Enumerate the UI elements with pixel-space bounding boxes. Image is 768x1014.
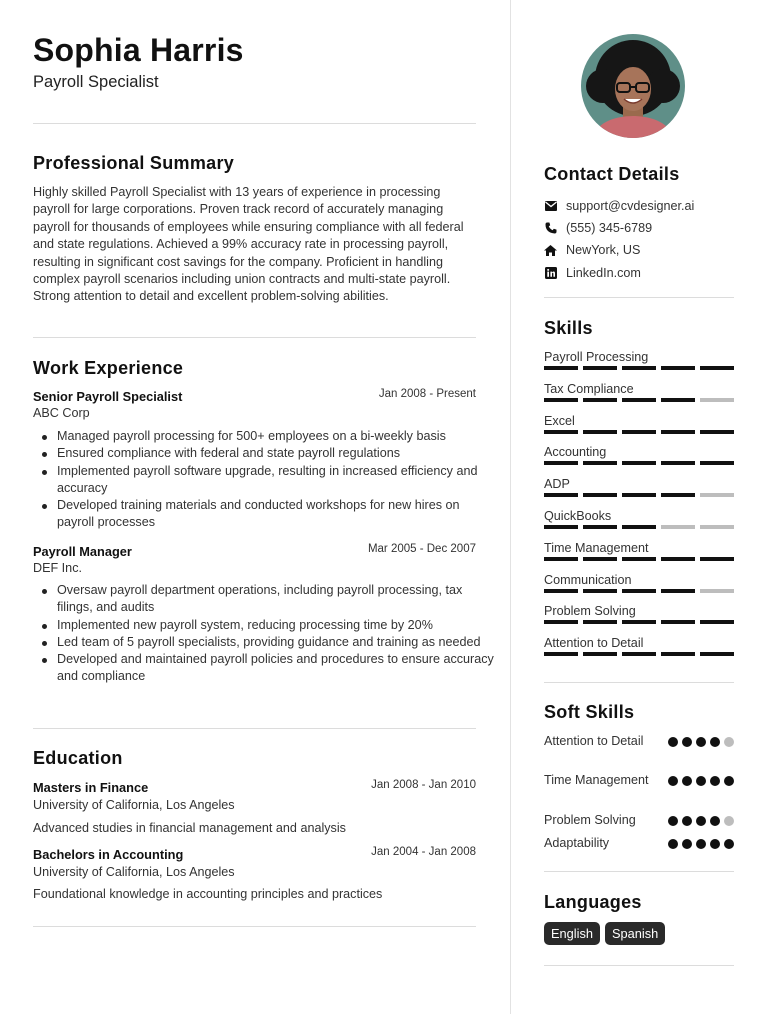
soft-skill-name: Problem Solving	[544, 813, 636, 827]
soft-skill-rating	[668, 839, 734, 849]
rating-bar	[622, 525, 656, 529]
degree-dates: Jan 2004 - Jan 2008	[371, 846, 476, 858]
skill-rating	[544, 366, 734, 370]
rating-bar	[622, 461, 656, 465]
skill-rating	[544, 652, 734, 656]
envelope-icon	[544, 200, 557, 213]
rating-bar	[622, 430, 656, 434]
rating-dot	[696, 737, 706, 747]
rating-bar	[661, 430, 695, 434]
divider	[544, 871, 734, 872]
rating-bar	[544, 493, 578, 497]
rating-bar	[661, 398, 695, 402]
skill-item	[544, 445, 734, 459]
rating-dot	[696, 776, 706, 786]
language-chip: Spanish	[605, 922, 665, 945]
contact-linkedin[interactable]	[544, 264, 641, 282]
rating-dot	[668, 776, 678, 786]
rating-bar	[700, 461, 734, 465]
rating-dot	[710, 816, 720, 826]
rating-bar	[544, 430, 578, 434]
rating-bar	[622, 589, 656, 593]
skill-name: Communication	[544, 572, 632, 587]
rating-bar	[661, 652, 695, 656]
rating-bar	[622, 620, 656, 624]
skill-rating	[544, 589, 734, 593]
linkedin-icon	[544, 267, 557, 280]
job-bullets	[33, 582, 500, 686]
divider	[544, 965, 734, 966]
linkedin-text: LinkedIn.com	[566, 266, 641, 280]
degree-dates: Jan 2008 - Jan 2010	[371, 779, 476, 791]
soft-skill-item	[544, 733, 734, 750]
rating-bar	[544, 366, 578, 370]
column-divider	[510, 0, 511, 1014]
rating-bar	[544, 589, 578, 593]
location-text: NewYork, US	[566, 243, 641, 257]
rating-dot	[710, 839, 720, 849]
degree-description: Advanced studies in financial management and analysis	[33, 821, 346, 835]
skill-name: Attention to Detail	[544, 636, 644, 651]
summary-heading: Professional Summary	[33, 153, 235, 173]
list-item: Developed training materials and conducted workshops for new hires on payroll processes	[57, 497, 500, 532]
skill-item	[544, 414, 734, 428]
rating-bar	[583, 366, 617, 370]
languages-heading: Languages	[544, 892, 642, 912]
degree-description: Foundational knowledge in accounting principles and practices	[33, 887, 383, 901]
rating-bar	[700, 398, 734, 402]
job-title: Payroll Manager	[33, 544, 132, 559]
skill-name: Problem Solving	[544, 604, 636, 619]
skill-name: Excel	[544, 413, 575, 428]
list-item: Managed payroll processing for 500+ employees on a bi-weekly basis	[57, 428, 500, 445]
rating-bar	[583, 557, 617, 561]
skill-rating	[544, 461, 734, 465]
job-bullets	[33, 428, 500, 532]
skill-rating	[544, 430, 734, 434]
rating-bar	[700, 493, 734, 497]
divider	[33, 728, 476, 729]
email-text: support@cvdesigner.ai	[566, 199, 695, 213]
profile-photo	[581, 34, 685, 138]
rating-dot	[710, 776, 720, 786]
rating-bar	[622, 652, 656, 656]
list-item: Implemented payroll software upgrade, resulting in increased efficiency and accuracy	[57, 463, 500, 498]
rating-bar	[661, 461, 695, 465]
job-company: ABC Corp	[33, 406, 90, 420]
rating-bar	[583, 430, 617, 434]
rating-bar	[583, 620, 617, 624]
rating-bar	[661, 589, 695, 593]
phone-icon	[544, 222, 557, 235]
rating-dot	[682, 737, 692, 747]
skill-rating	[544, 525, 734, 529]
skill-rating	[544, 493, 734, 497]
rating-dot	[682, 776, 692, 786]
rating-bar	[544, 525, 578, 529]
rating-dot	[724, 816, 734, 826]
list-item: Oversaw payroll department operations, including payroll processing, tax filings, and audits	[57, 582, 500, 617]
home-icon	[544, 244, 557, 257]
skill-rating	[544, 620, 734, 624]
rating-bar	[661, 366, 695, 370]
candidate-title: Payroll Specialist	[33, 73, 159, 91]
languages-list	[544, 922, 665, 945]
language-chip: English	[544, 922, 600, 945]
rating-dot	[724, 737, 734, 747]
list-item: Implemented new payroll system, reducing processing time by 20%	[57, 617, 500, 634]
rating-bar	[700, 652, 734, 656]
rating-bar	[583, 493, 617, 497]
rating-bar	[700, 525, 734, 529]
job-company: DEF Inc.	[33, 561, 82, 575]
skill-item	[544, 382, 734, 396]
contact-location	[544, 241, 640, 259]
rating-dot	[696, 816, 706, 826]
rating-bar	[544, 398, 578, 402]
skill-item	[544, 509, 734, 523]
rating-bar	[544, 461, 578, 465]
education-heading: Education	[33, 748, 123, 768]
skill-item	[544, 636, 734, 650]
skills-heading: Skills	[544, 318, 593, 338]
rating-dot	[724, 839, 734, 849]
rating-bar	[544, 652, 578, 656]
soft-skill-name: Attention to Detail	[544, 734, 644, 748]
degree-title: Bachelors in Accounting	[33, 847, 184, 862]
soft-skill-name: Time Management	[544, 773, 649, 787]
skill-name: Time Management	[544, 540, 649, 555]
skill-item	[544, 604, 734, 618]
avatar	[581, 34, 685, 138]
phone-text: (555) 345-6789	[566, 221, 653, 235]
list-item: Developed and maintained payroll policies and procedures to ensure accuracy and compliance	[57, 651, 500, 686]
rating-bar	[700, 430, 734, 434]
skill-name: Accounting	[544, 445, 607, 460]
job-dates: Mar 2005 - Dec 2007	[367, 543, 476, 555]
skill-item	[544, 541, 734, 555]
rating-bar	[661, 557, 695, 561]
rating-bar	[583, 461, 617, 465]
school-name: University of California, Los Angeles	[33, 865, 235, 879]
rating-dot	[696, 839, 706, 849]
rating-bar	[661, 493, 695, 497]
rating-bar	[661, 525, 695, 529]
rating-bar	[583, 398, 617, 402]
rating-bar	[583, 525, 617, 529]
rating-dot	[682, 839, 692, 849]
rating-bar	[661, 620, 695, 624]
rating-dot	[710, 737, 720, 747]
degree-title: Masters in Finance	[33, 780, 149, 795]
school-name: University of California, Los Angeles	[33, 798, 235, 812]
rating-bar	[583, 589, 617, 593]
skill-name: QuickBooks	[544, 509, 612, 523]
candidate-name: Sophia Harris	[33, 32, 244, 68]
rating-bar	[544, 620, 578, 624]
rating-dot	[668, 816, 678, 826]
rating-bar	[622, 366, 656, 370]
rating-bar	[622, 493, 656, 497]
skill-item	[544, 477, 734, 491]
soft-skills-heading: Soft Skills	[544, 702, 635, 722]
list-item: Led team of 5 payroll specialists, providing guidance and training as needed	[57, 634, 500, 651]
rating-bar	[700, 620, 734, 624]
contact-heading: Contact Details	[544, 164, 680, 184]
soft-skill-item	[544, 812, 734, 829]
rating-bar	[544, 557, 578, 561]
divider	[33, 123, 476, 124]
rating-bar	[583, 652, 617, 656]
divider	[544, 682, 734, 683]
soft-skill-rating	[668, 776, 734, 786]
experience-heading: Work Experience	[33, 358, 184, 378]
rating-dot	[724, 776, 734, 786]
rating-bar	[700, 366, 734, 370]
rating-bar	[622, 398, 656, 402]
rating-dot	[668, 737, 678, 747]
contact-phone[interactable]	[544, 219, 652, 237]
soft-skill-rating	[668, 737, 734, 747]
skill-item	[544, 350, 734, 364]
list-item: Ensured compliance with federal and state payroll regulations	[57, 445, 500, 462]
soft-skill-item	[544, 772, 734, 789]
job-dates: Jan 2008 - Present	[378, 388, 476, 400]
rating-bar	[700, 589, 734, 593]
summary-text: Highly skilled Payroll Specialist with 13 years of experience in processing payroll for large corporations. Proven track record of accurately managing payroll for thousands of employees while ensuring compliance with all federal and state regulations. Achieved a 99% accuracy rate in processing payroll, resulting in significant cost savings for the company. Proficient in handling complex payroll scenarios including union contracts and multi-state payroll. Strong attention to detail and excellent problem-solving abilities.	[33, 185, 464, 304]
job-title: Senior Payroll Specialist	[33, 389, 183, 404]
skill-rating	[544, 557, 734, 561]
skill-rating	[544, 398, 734, 402]
divider	[544, 297, 734, 298]
divider	[33, 926, 476, 927]
skill-item	[544, 573, 734, 587]
skill-name: Tax Compliance	[544, 381, 634, 396]
rating-dot	[682, 816, 692, 826]
skill-name: Payroll Processing	[544, 350, 649, 364]
skill-name: ADP	[544, 477, 570, 492]
contact-email[interactable]	[544, 197, 694, 215]
rating-bar	[622, 557, 656, 561]
soft-skill-rating	[668, 816, 734, 826]
soft-skill-name: Adaptability	[544, 836, 610, 850]
rating-bar	[700, 557, 734, 561]
divider	[33, 337, 476, 338]
rating-dot	[668, 839, 678, 849]
soft-skill-item	[544, 835, 734, 852]
